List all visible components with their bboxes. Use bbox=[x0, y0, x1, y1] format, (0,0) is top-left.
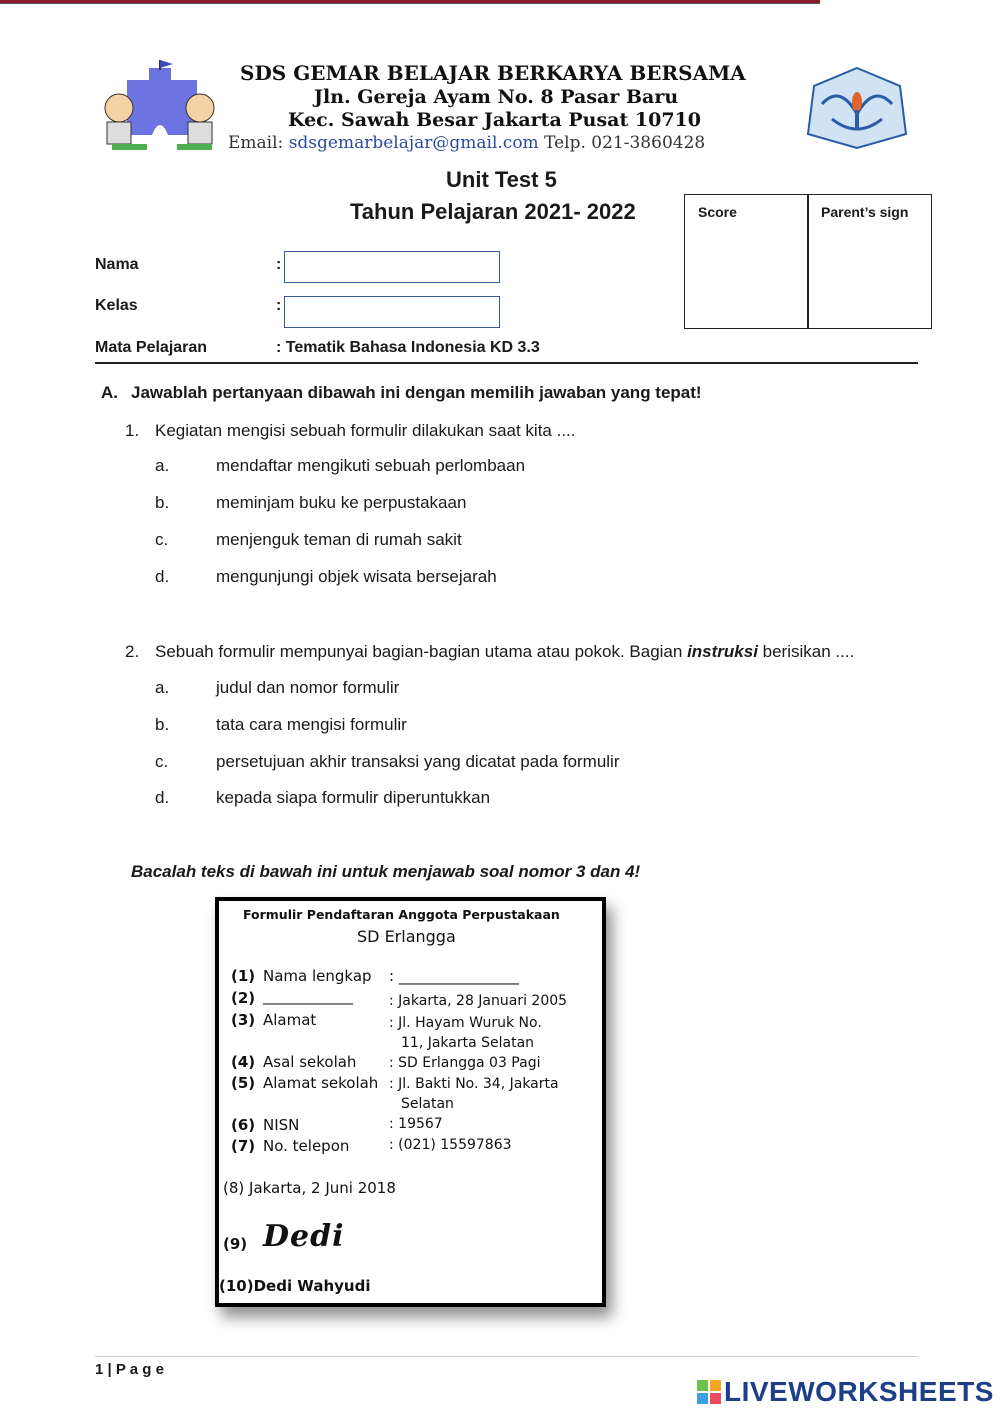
form-row-5-label: Alamat sekolah bbox=[263, 1074, 379, 1092]
form-title-1: Formulir Pendaftaran Anggota Perpustakaan bbox=[243, 907, 560, 922]
page-number bbox=[95, 1361, 164, 1378]
score-box bbox=[684, 194, 932, 329]
form-row-2-value: : Jakarta, 28 Januari 2005 bbox=[389, 993, 568, 1009]
question-2-text-after: berisikan .... bbox=[757, 642, 855, 661]
question-2-emphasis: instruksi bbox=[687, 642, 758, 661]
form-row-7-value: : (021) 15597863 bbox=[389, 1137, 512, 1153]
form-row-1-label: Nama lengkap bbox=[263, 967, 372, 985]
q1-option-d-letter: d. bbox=[155, 567, 170, 586]
form-row-4-n: (4) bbox=[231, 1053, 256, 1071]
parent-sign-label: Parent’s sign bbox=[821, 204, 909, 220]
form-row-7-label: No. telepon bbox=[263, 1137, 350, 1155]
test-title: Unit Test 5 bbox=[446, 167, 557, 192]
q1-option-b-letter: b. bbox=[155, 493, 170, 512]
q2-option-d-letter: d. bbox=[155, 788, 170, 807]
score-label: Score bbox=[698, 204, 737, 220]
q2-option-b-letter: b. bbox=[155, 715, 170, 734]
q1-option-d[interactable]: mengunjungi objek wisata bersejarah bbox=[216, 567, 497, 586]
question-1-text: Kegiatan mengisi sebuah formulir dilakukan saat kita .... bbox=[155, 421, 576, 440]
form-row-1-value: : ________________ bbox=[389, 967, 519, 985]
q2-option-c[interactable]: persetujuan akhir transaksi yang dicatat pada formulir bbox=[216, 752, 620, 771]
q1-option-c-letter: c. bbox=[155, 530, 169, 549]
form-row-3-n: (3) bbox=[231, 1011, 256, 1029]
nama-label: Nama bbox=[95, 256, 139, 273]
nama-input[interactable] bbox=[284, 251, 500, 283]
phone-number: Telp. 021-3860428 bbox=[544, 133, 706, 153]
form-row-7-n: (7) bbox=[231, 1137, 256, 1155]
form-row-4-value: : SD Erlangga 03 Pagi bbox=[389, 1055, 541, 1071]
q1-option-a[interactable]: mendaftar mengikuti sebuah perlombaan bbox=[216, 456, 526, 475]
q2-option-a-letter: a. bbox=[155, 678, 170, 697]
header-rule-thin bbox=[0, 3, 820, 4]
section-a-letter: A. bbox=[101, 383, 118, 402]
form-row-3-label: Alamat bbox=[263, 1011, 317, 1029]
library-form-image bbox=[215, 897, 606, 1307]
question-2-text-before: Sebuah formulir mempunyai bagian-bagian utama atau pokok. Bagian bbox=[155, 642, 688, 661]
form-row-5-value: : Jl. Bakti No. 34, Jakarta bbox=[389, 1076, 559, 1092]
form-row-2-label: ____________ bbox=[263, 987, 353, 1005]
form-title-2: SD Erlangga bbox=[357, 927, 456, 946]
form-row-4-label: Asal sekolah bbox=[263, 1053, 357, 1071]
signature-image: Dedi bbox=[263, 1219, 345, 1254]
form-row-3b-value: 11, Jakarta Selatan bbox=[401, 1035, 535, 1051]
school-address-2: Kec. Sawah Besar Jakarta Pusat 10710 bbox=[288, 109, 701, 131]
email-link[interactable]: sdsgemarbelajar@gmail.com bbox=[288, 133, 539, 153]
form-line-8: (8) Jakarta, 2 Juni 2018 bbox=[223, 1179, 396, 1197]
school-logo bbox=[97, 60, 219, 152]
nama-colon: : bbox=[276, 256, 282, 273]
school-address-1: Jln. Gereja Ayam No. 8 Pasar Baru bbox=[314, 86, 679, 108]
mapel-label: Mata Pelajaran bbox=[95, 339, 208, 356]
question-1-number: 1. bbox=[125, 421, 140, 440]
form-row-5b-value: Selatan bbox=[401, 1096, 454, 1112]
form-row-3-value: : Jl. Hayam Wuruk No. bbox=[389, 1015, 542, 1031]
q1-option-a-letter: a. bbox=[155, 456, 170, 475]
school-contact bbox=[228, 133, 705, 153]
mapel-value: : Tematik Bahasa Indonesia KD 3.3 bbox=[276, 339, 540, 356]
kelas-label: Kelas bbox=[95, 297, 138, 314]
q2-option-b[interactable]: tata cara mengisi formulir bbox=[216, 715, 407, 734]
section-divider bbox=[95, 362, 918, 364]
email-label: Email: bbox=[228, 133, 284, 153]
tut-wuri-emblem bbox=[802, 64, 912, 152]
question-2-number: 2. bbox=[125, 642, 140, 661]
test-year: Tahun Pelajaran 2021- 2022 bbox=[350, 199, 636, 224]
reading-instruction: Bacalah teks di bawah ini untuk menjawab soal nomor 3 dan 4! bbox=[131, 862, 641, 881]
form-line-9-n: (9) bbox=[223, 1235, 248, 1253]
form-row-6-value: : 19567 bbox=[389, 1116, 443, 1132]
liveworksheets-logo-icon bbox=[697, 1380, 721, 1404]
form-row-6-label: NISN bbox=[263, 1116, 300, 1134]
form-row-5-n: (5) bbox=[231, 1074, 256, 1092]
section-a-instruction: Jawablah pertanyaan dibawah ini dengan memilih jawaban yang tepat! bbox=[131, 383, 702, 402]
q1-option-b[interactable]: meminjam buku ke perpustakaan bbox=[216, 493, 467, 512]
q2-option-d[interactable]: kepada siapa formulir diperuntukkan bbox=[216, 788, 491, 807]
score-divider bbox=[807, 195, 809, 328]
q1-option-c[interactable]: menjenguk teman di rumah sakit bbox=[216, 530, 462, 549]
q2-option-c-letter: c. bbox=[155, 752, 169, 771]
kelas-input[interactable] bbox=[284, 296, 500, 328]
school-name: SDS GEMAR BELAJAR BERKARYA BERSAMA bbox=[240, 61, 746, 85]
question-2-text bbox=[155, 642, 854, 662]
footer-rule bbox=[95, 1356, 918, 1357]
q2-option-a[interactable]: judul dan nomor formulir bbox=[216, 678, 400, 697]
form-row-2-n: (2) bbox=[231, 989, 256, 1007]
page-number-text: 1 | P a g e bbox=[95, 1361, 164, 1378]
kelas-colon: : bbox=[276, 297, 282, 314]
form-row-1-n: (1) bbox=[231, 967, 256, 985]
liveworksheets-logo[interactable]: LIVEWORKSHEETS bbox=[724, 1376, 994, 1407]
form-line-10: (10)Dedi Wahyudi bbox=[219, 1277, 371, 1295]
form-row-6-n: (6) bbox=[231, 1116, 256, 1134]
